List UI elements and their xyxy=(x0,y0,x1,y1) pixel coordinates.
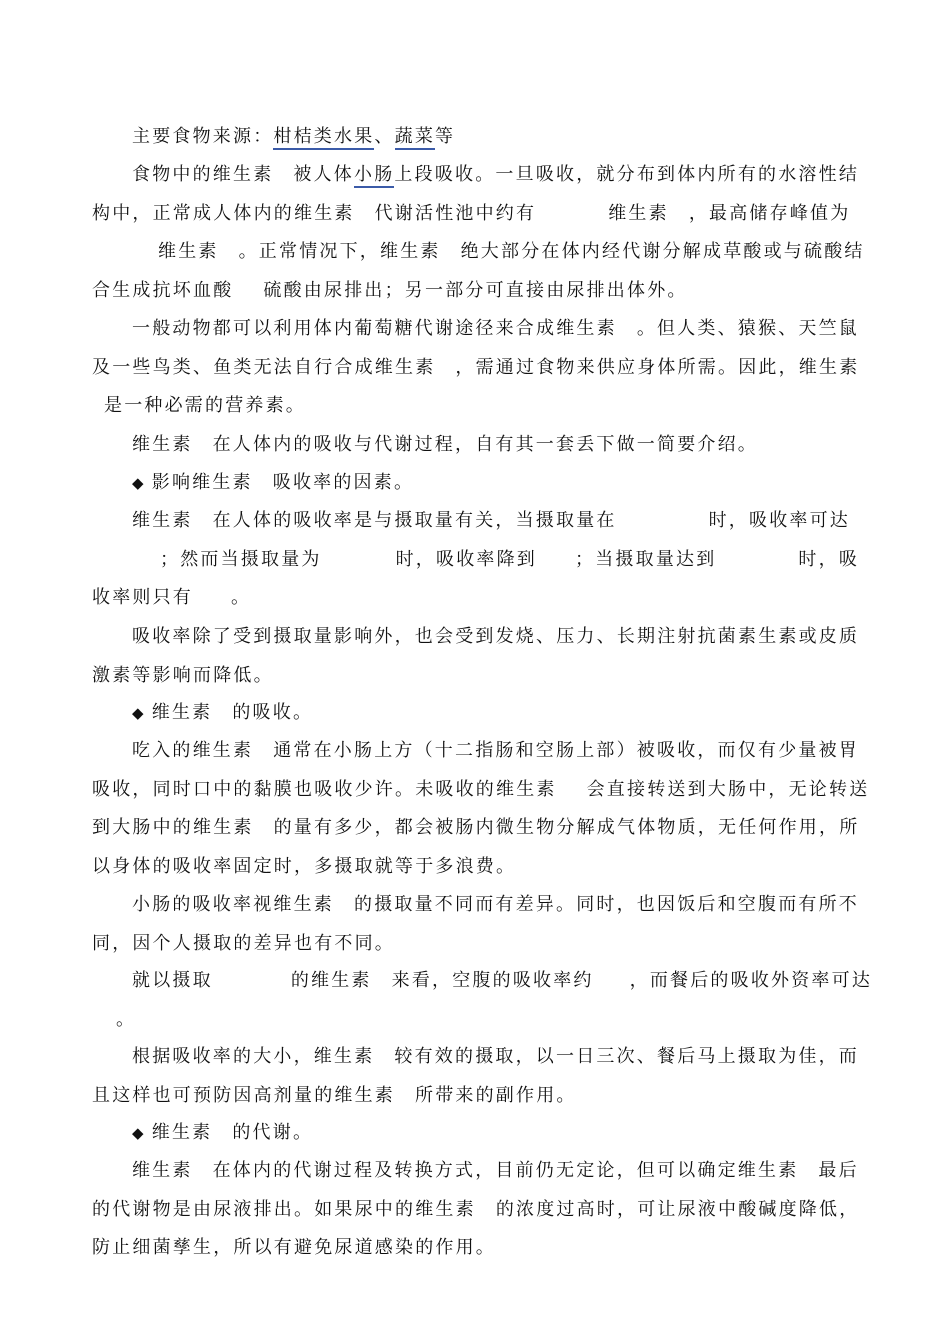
text: 维生素 xyxy=(151,702,213,723)
small-intestine-term: 小肠 xyxy=(354,164,394,188)
food-source-label: 主要食物来源： xyxy=(132,126,274,147)
text: 吸收率的因素。 xyxy=(272,472,415,493)
food-item-vegetables: 蔬菜 xyxy=(395,126,435,150)
food-item-etc: 等 xyxy=(435,126,456,147)
text: 激素等影响而降低。 xyxy=(92,664,274,686)
text: 绝大部分在体内经代谢分解成草酸或与硫酸结 xyxy=(460,241,865,262)
text: 且这样也可预防因高剂量的维生素 xyxy=(92,1084,395,1106)
text: 食物中的维生素 xyxy=(132,164,274,185)
text: 在体内的代谢过程及转换方式，目前仍无定论，但可以确定维生素 xyxy=(212,1160,799,1181)
text: 时，吸 xyxy=(798,548,860,570)
paragraph-intestine-rate xyxy=(92,886,882,963)
text: 。 xyxy=(116,1008,137,1030)
paragraph-intake-example xyxy=(92,962,882,1039)
paragraph-absorption-rate xyxy=(92,502,882,618)
text: ，而餐后的吸收外资率可达 xyxy=(629,970,873,991)
text: 吸收率除了受到摄取量影响外，也会受到发烧、压力、长期注射抗菌素生素或皮质 xyxy=(132,626,860,647)
diamond-bullet-icon: ◆ xyxy=(132,474,146,492)
paragraph-other-factors xyxy=(92,618,882,695)
text: 维生素 xyxy=(151,1122,213,1143)
text: 的量有多少，都会被肠内微生物分解成气体物质，无任何作用，所 xyxy=(273,817,860,838)
text: 防止细菌孳生，所以有避免尿道感染的作用。 xyxy=(92,1237,496,1258)
text: 的代谢物是由尿液排出。如果尿中的维生素 xyxy=(92,1198,476,1220)
paragraph-absorption-overview xyxy=(92,156,882,310)
text: 一般动物都可以利用体内葡萄糖代谢途径来合成维生素 xyxy=(132,318,617,339)
paragraph-food-sources xyxy=(92,118,882,157)
text: 小肠的吸收率视维生素 xyxy=(132,894,334,915)
text: 会直接转送到大肠中，无论转送 xyxy=(586,778,870,800)
text: 的吸收。 xyxy=(232,702,314,723)
text: 时，吸收率降到 xyxy=(395,548,538,570)
text: 被人体 xyxy=(293,164,355,185)
text: 在人体的吸收率是与摄取量有关，当摄取量在 xyxy=(212,510,617,531)
text: 的维生素 xyxy=(290,970,372,991)
text: 的浓度过高时，可让尿液中酸碱度降低， xyxy=(495,1198,860,1220)
section-heading-metabolism xyxy=(92,1114,882,1153)
text: 最后 xyxy=(818,1160,859,1181)
text: ；然而当摄取量为 xyxy=(160,548,322,570)
paragraph-synthesis xyxy=(92,310,882,426)
diamond-bullet-icon: ◆ xyxy=(132,704,146,722)
text: 来看，空腹的吸收率约 xyxy=(391,970,594,991)
text: 就以摄取 xyxy=(132,970,213,991)
text: 硫酸由尿排出；另一部分可直接由尿排出体外。 xyxy=(263,279,688,301)
paragraph-metabolism xyxy=(92,1152,882,1268)
text: 维生素 xyxy=(608,202,669,224)
text: 维生素 xyxy=(132,434,193,455)
text: 吸收，同时口中的黏膜也吸收少许。未吸收的维生素 xyxy=(92,778,557,800)
text: 及一些鸟类、鱼类无法自行合成维生素 xyxy=(92,356,436,378)
text: 维生素 xyxy=(132,510,193,531)
text: 的代谢。 xyxy=(232,1122,314,1143)
text: 维生素 xyxy=(132,1160,193,1181)
text: 。但人类、猿猴、天竺鼠 xyxy=(636,318,860,339)
text: 合生成抗坏血酸 xyxy=(92,279,234,301)
text: 所带来的副作用。 xyxy=(415,1084,577,1106)
text: 的摄取量不同而有差异。同时，也因饭后和空腹而有所不 xyxy=(354,894,859,915)
text: 维生素 xyxy=(158,241,219,262)
text: 同，因个人摄取的差异也有不同。 xyxy=(92,932,395,954)
text: ，最高储存峰值为 xyxy=(688,202,851,224)
text: 影响维生素 xyxy=(151,472,253,493)
text: 吃入的维生素 xyxy=(132,740,254,761)
text: 。正常情况下，维生素 xyxy=(238,241,441,262)
text: 收率则只有 xyxy=(92,587,193,608)
text: 是一种必需的营养素。 xyxy=(104,395,306,416)
food-item-citrus: 柑桔类 xyxy=(273,126,334,150)
text: 较有效的摄取，以一日三次、餐后马上摄取为佳，而 xyxy=(394,1046,860,1067)
text: 在人体内的吸收与代谢过程，自有其一套丢下做一简要介绍。 xyxy=(212,434,759,455)
food-separator: 、 xyxy=(374,126,395,147)
text: 根据吸收率的大小，维生素 xyxy=(132,1046,375,1067)
paragraph-recommendation xyxy=(92,1038,882,1115)
text: 构中，正常成人体内的维生素 xyxy=(92,202,355,224)
text: 以身体的吸收率固定时，多摄取就等于多浪费。 xyxy=(92,855,517,877)
text: 时，吸收率可达 xyxy=(708,510,851,531)
food-item-fruit: 水果 xyxy=(334,126,374,150)
section-heading-absorption xyxy=(92,694,882,733)
section-heading-absorption-factors xyxy=(92,464,882,503)
text: 到大肠中的维生素 xyxy=(92,817,254,838)
paragraph-absorption-site xyxy=(92,732,882,886)
text: 通常在小肠上方（十二指肠和空肠上部）被吸收，而仅有少量被胃 xyxy=(273,740,859,761)
diamond-bullet-icon: ◆ xyxy=(132,1124,146,1142)
paragraph-intro xyxy=(92,426,882,465)
text: 。 xyxy=(231,587,252,608)
text: ；当摄取量达到 xyxy=(575,548,717,570)
text: ，需通过食物来供应身体所需。因此，维生素 xyxy=(455,356,860,378)
text: 代谢活性池中约有 xyxy=(374,202,537,224)
text: 上段吸收。一旦吸收，就分布到体内所有的水溶性结 xyxy=(394,164,860,185)
